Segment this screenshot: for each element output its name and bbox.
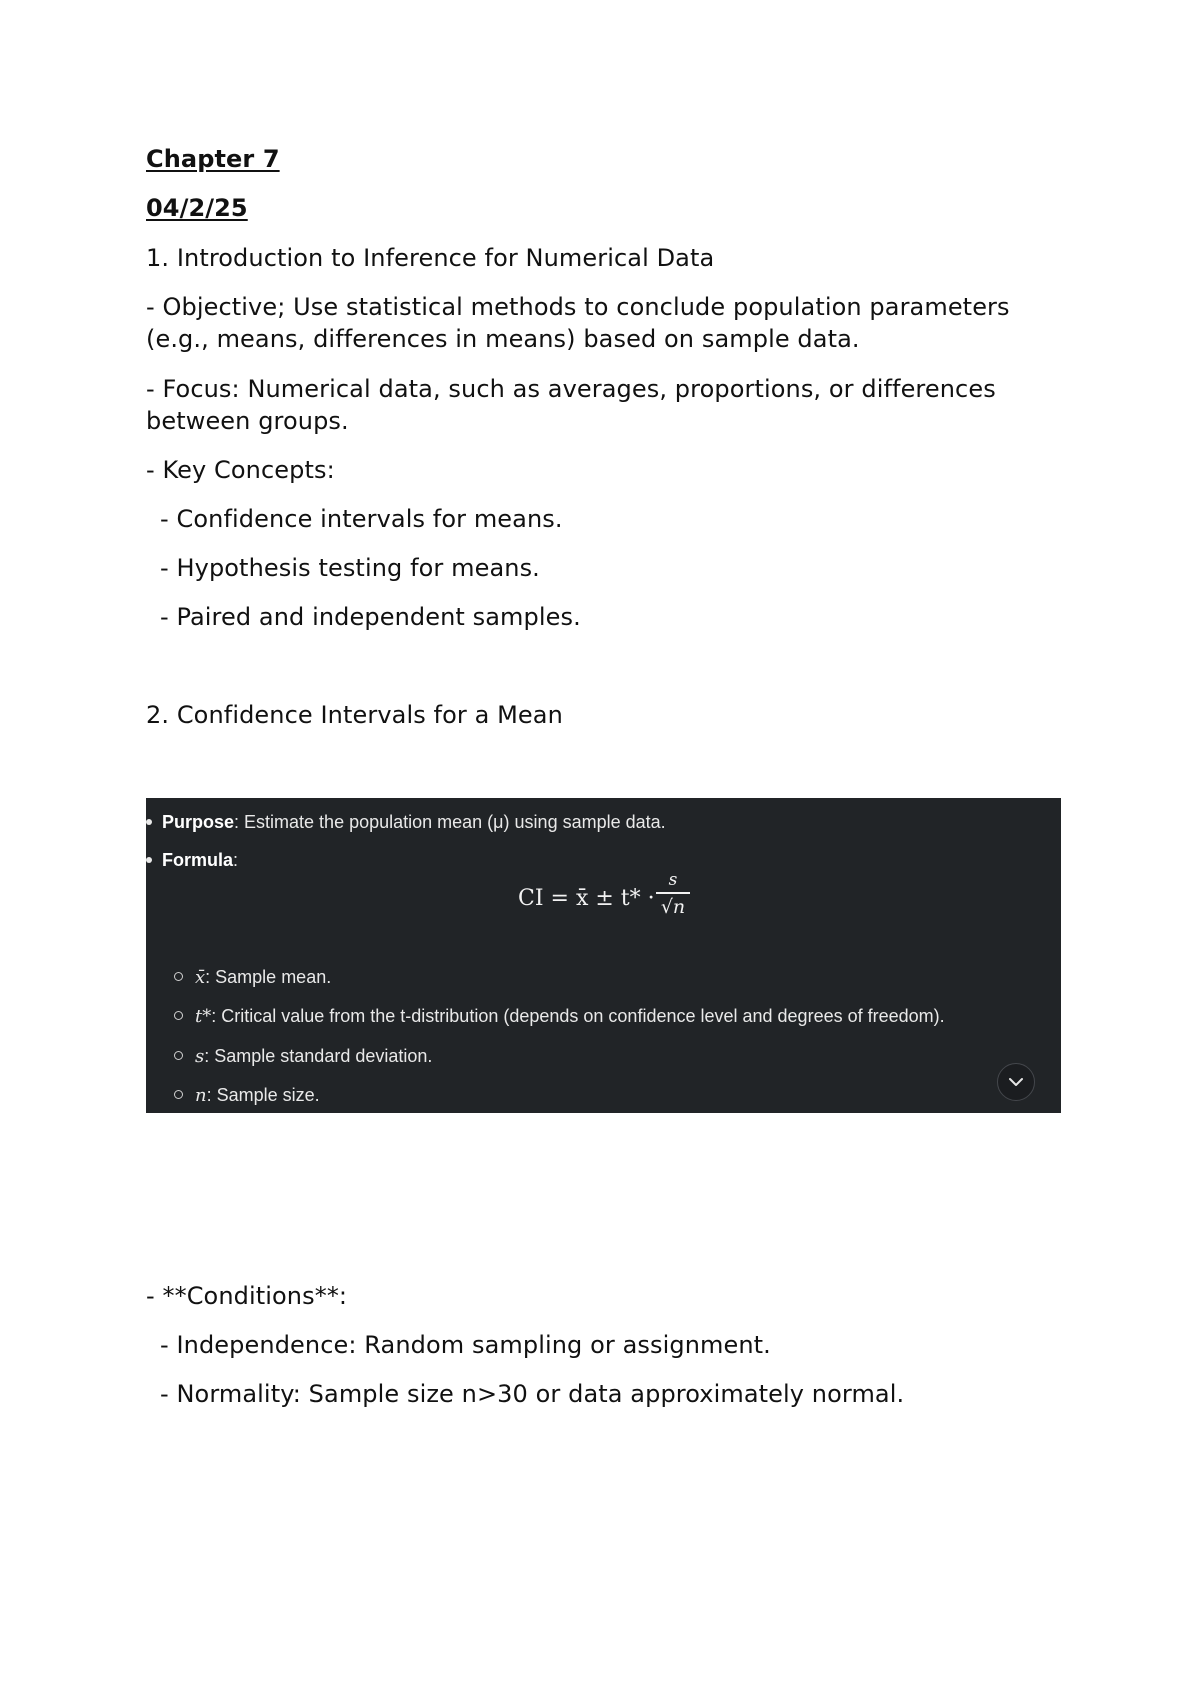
concept-item: - Hypothesis testing for means. (160, 554, 540, 582)
term-symbol: n (195, 1085, 207, 1106)
focus-line-2: between groups. (146, 407, 349, 435)
circle-bullet-icon (174, 972, 183, 981)
formula-numerator: s (668, 870, 678, 890)
formula-lhs: CI = x̄ ± t* · (518, 886, 655, 911)
formula-colon: : (233, 850, 239, 870)
ci-formula (518, 870, 686, 918)
section-2-title: 2. Confidence Intervals for a Mean (146, 701, 563, 729)
term-symbol: t* (195, 1006, 212, 1027)
objective-line-1: - Objective; Use statistical methods to conclude population parameters (146, 293, 1010, 321)
section-1-title: 1. Introduction to Inference for Numerical Data (146, 244, 715, 272)
term-text: : Sample mean. (205, 967, 332, 987)
term-row (174, 965, 331, 990)
embedded-formula-screenshot (146, 798, 1061, 1113)
formula-label: Formula (162, 850, 234, 870)
term-symbol: x̄ (195, 967, 206, 988)
condition-item: - Normality: Sample size n>30 or data approximately normal. (160, 1380, 905, 1408)
circle-bullet-icon (174, 1090, 183, 1099)
fraction-bar (656, 892, 690, 894)
term-text: : Critical value from the t-distribution (depends on confidence level and degrees of freedom). (211, 1006, 945, 1026)
chevron-down-glyph (1007, 1076, 1025, 1088)
condition-item: - Independence: Random sampling or assignment. (160, 1331, 771, 1359)
chapter-heading: Chapter 7 (146, 145, 280, 173)
chevron-down-icon[interactable] (997, 1063, 1035, 1101)
term-text: : Sample standard deviation. (204, 1046, 433, 1066)
purpose-text: : Estimate the population mean (μ) using sample data. (234, 812, 666, 832)
purpose-row (162, 810, 666, 834)
concept-item: - Paired and independent samples. (160, 603, 581, 631)
purpose-label: Purpose (162, 812, 235, 832)
formula-denominator: √n (660, 895, 686, 918)
concept-item: - Confidence intervals for means. (160, 505, 563, 533)
term-row (174, 1083, 320, 1108)
date-heading: 04/2/25 (146, 194, 248, 222)
formula-fraction (656, 870, 690, 918)
term-row (174, 1004, 945, 1029)
term-row (174, 1044, 432, 1069)
focus-line-1: - Focus: Numerical data, such as averages, proportions, or differences (146, 375, 996, 403)
formula-row (162, 848, 238, 872)
term-symbol: s (195, 1046, 205, 1067)
bullet-icon (146, 819, 152, 825)
objective-line-2: (e.g., means, differences in means) based on sample data. (146, 325, 860, 353)
circle-bullet-icon (174, 1051, 183, 1060)
circle-bullet-icon (174, 1011, 183, 1020)
bullet-icon (146, 857, 152, 863)
key-concepts-label: - Key Concepts: (146, 456, 335, 484)
conditions-label: - **Conditions**: (146, 1282, 348, 1310)
term-text: : Sample size. (206, 1085, 320, 1105)
